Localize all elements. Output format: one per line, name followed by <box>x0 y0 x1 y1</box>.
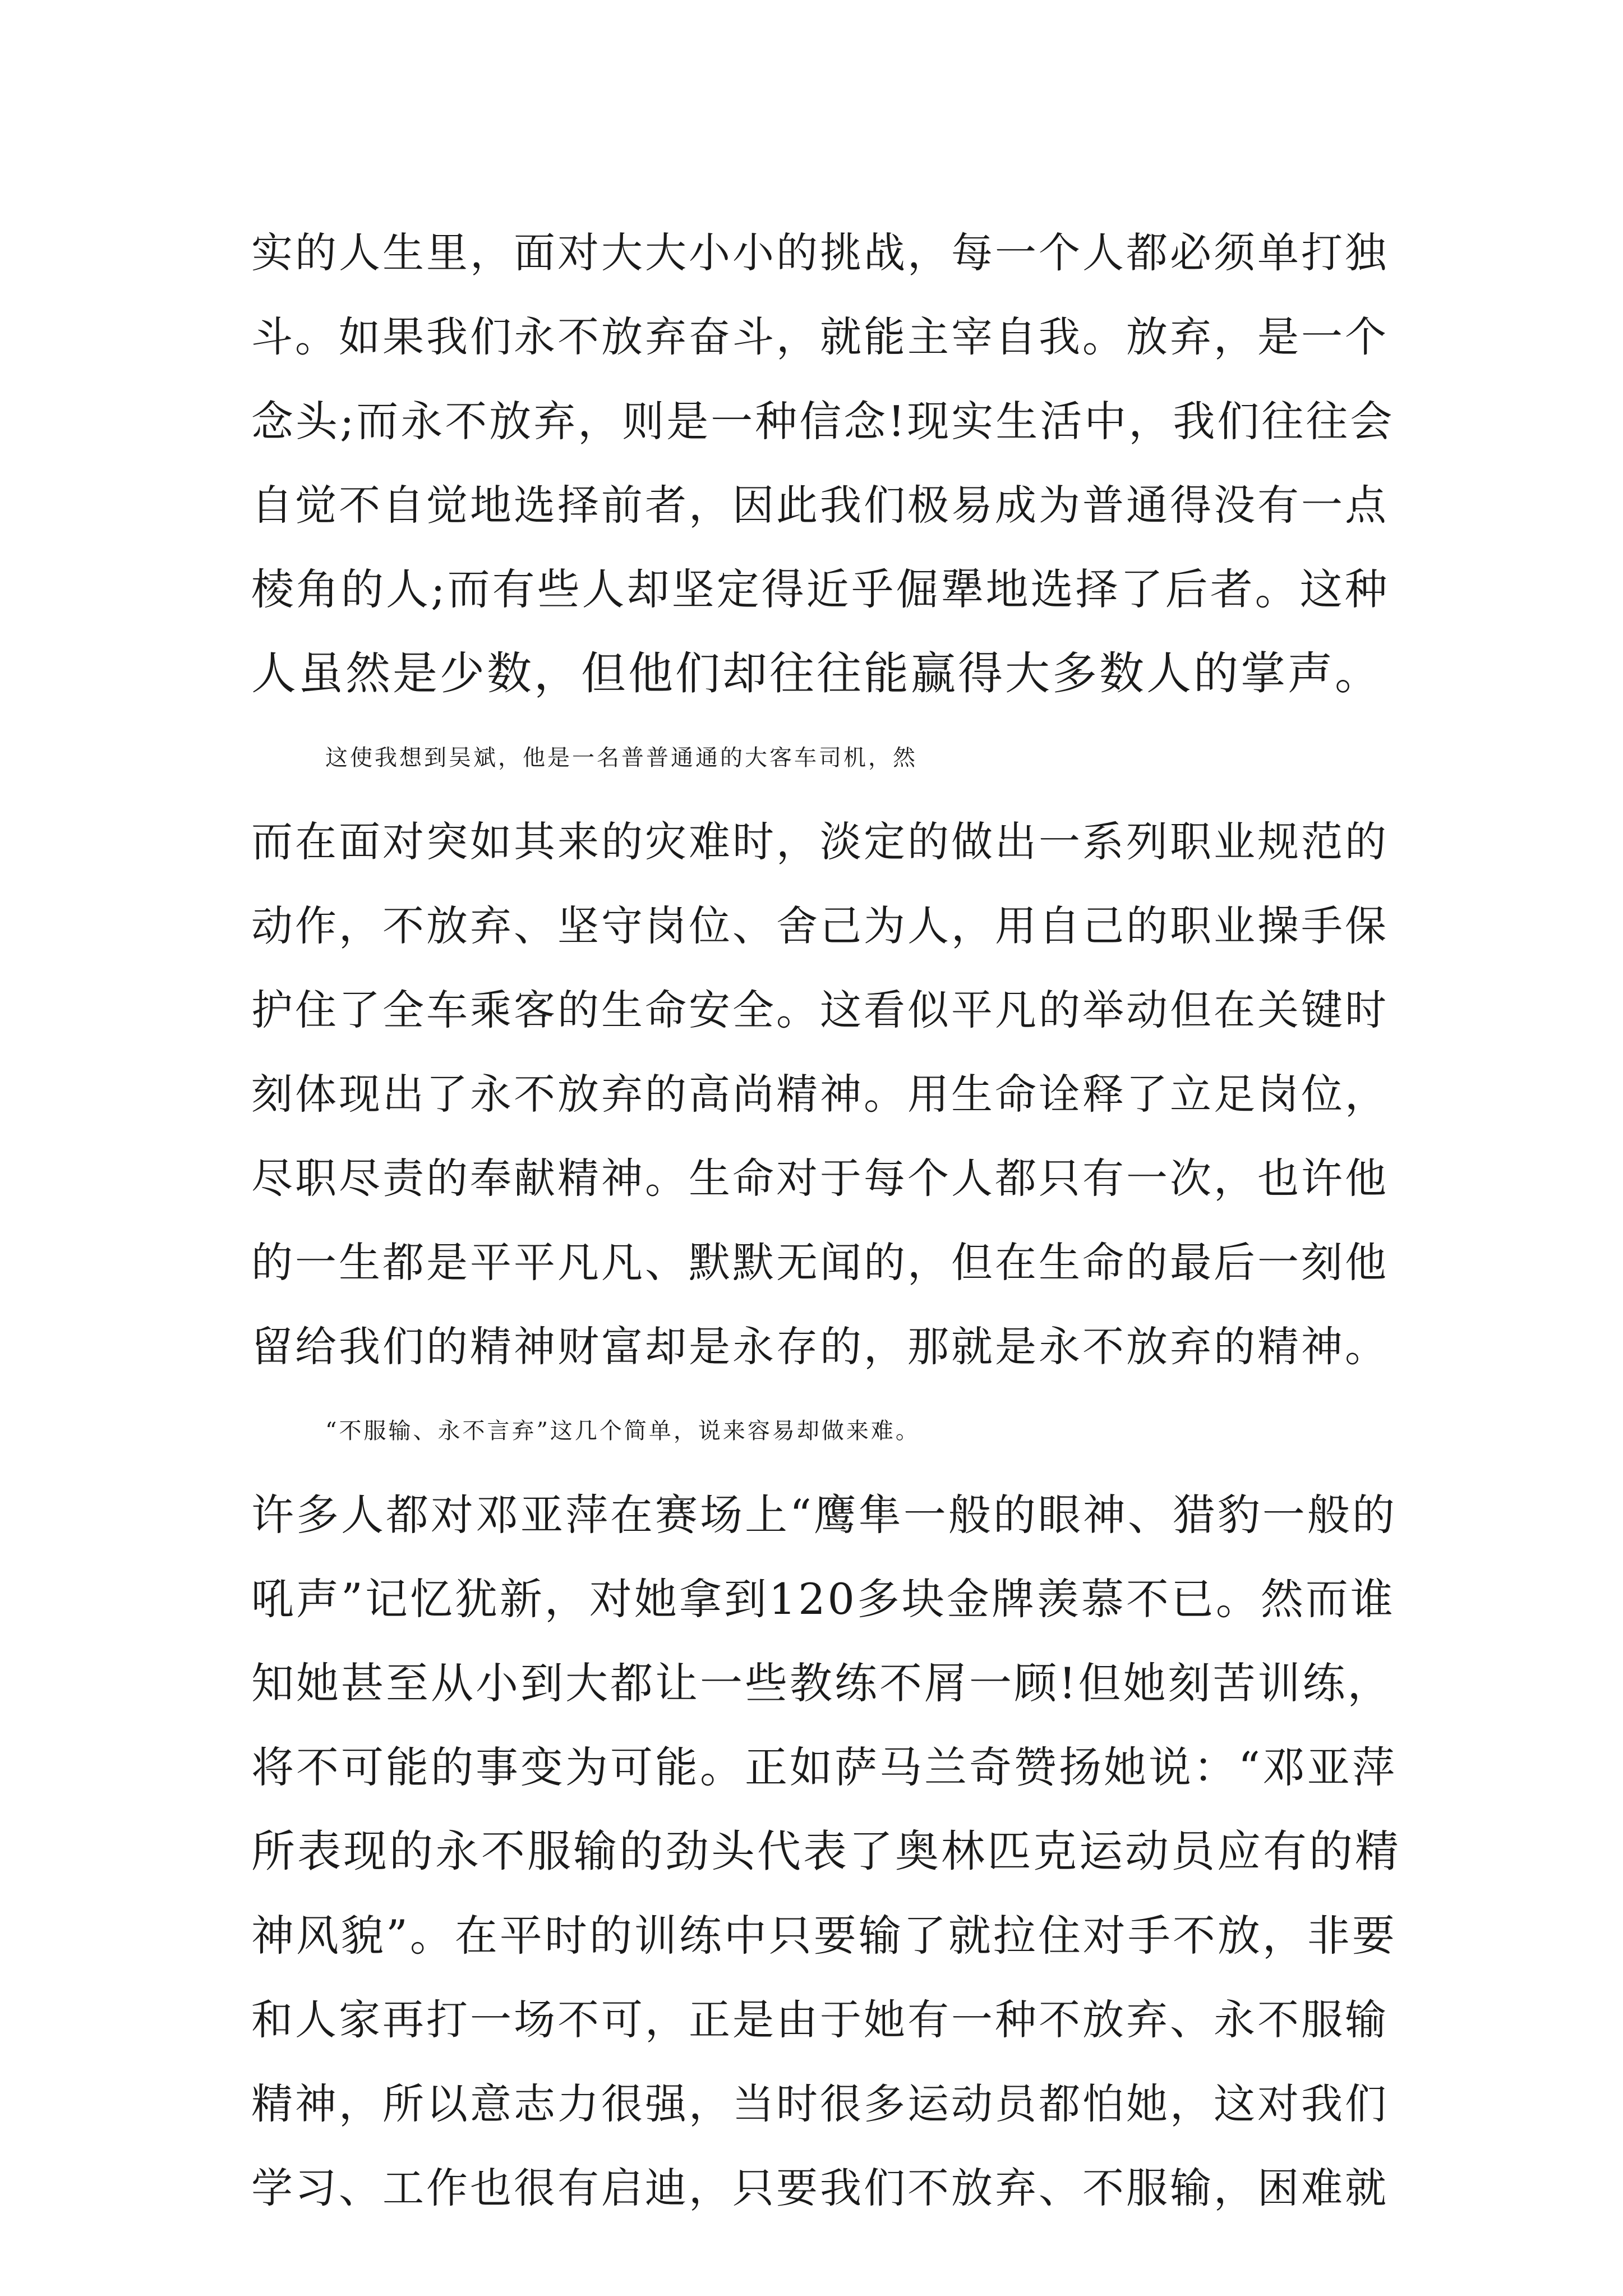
body-line: 精神，所以意志力很强，当时很多运动员都怕她，这对我们 <box>251 2080 1389 2128</box>
body-line: 棱角的人;而有些人却坚定得近乎倔犟地选择了后者。这种 <box>251 564 1390 614</box>
body-line: 和人家再打一场不可，正是由于她有一种不放弃、永不服输 <box>251 1996 1389 2044</box>
body-line: 所表现的永不服输的劲头代表了奥林匹克运动员应有的精 <box>251 1826 1401 1877</box>
body-line: 学习、工作也很有启迪，只要我们不放弃、不服输，困难就 <box>251 2164 1389 2212</box>
body-line: 将不可能的事变为可能。正如萨马兰奇赞扬她说：“邓亚萍 <box>251 1742 1397 1792</box>
paragraph-first-line: 这使我想到吴斌，他是一名普普通通的大客车司机，然 <box>325 745 917 771</box>
paragraph-first-line: “不服输、永不言弃”这几个简单，说来容易却做来难。 <box>325 1418 920 1444</box>
body-line: 动作，不放弃、坚守岗位、舍己为人，用自己的职业操手保 <box>251 902 1389 950</box>
body-line: 而在面对突如其来的灾难时，淡定的做出一系列职业规范的 <box>251 818 1389 866</box>
body-line: 神风貌”。在平时的训练中只要输了就拉住对手不放，非要 <box>251 1911 1397 1961</box>
body-line: 刻体现出了永不放弃的高尚精神。用生命诠释了立足岗位， <box>251 1070 1389 1119</box>
body-line: 实的人生里，面对大大小小的挑战，每一个人都必须单打独 <box>251 229 1389 277</box>
body-line: 吼声”记忆犹新，对她拿到120多块金牌羡慕不已。然而谁 <box>251 1574 1395 1624</box>
body-line: 自觉不自觉地选择前者，因此我们极易成为普通得没有一点 <box>251 481 1389 530</box>
body-line: 斗。如果我们永不放弃奋斗，就能主宰自我。放弃，是一个 <box>251 313 1389 361</box>
body-line: 的一生都是平平凡凡、默默无闻的，但在生命的最后一刻他 <box>251 1239 1389 1287</box>
body-line: 护住了全车乘客的生命安全。这看似平凡的举动但在关键时 <box>251 986 1389 1034</box>
body-line: 许多人都对邓亚萍在赛场上“鹰隼一般的眼神、猎豹一般的 <box>251 1490 1397 1540</box>
body-line: 留给我们的精神财富却是永存的，那就是永不放弃的精神。 <box>251 1323 1389 1371</box>
body-line: 尽职尽责的奉献精神。生命对于每个人都只有一次，也许他 <box>251 1154 1389 1203</box>
body-line: 人虽然是少数，但他们却往往能赢得大多数人的掌声。 <box>251 647 1382 700</box>
body-line: 念头;而永不放弃，则是一种信念!现实生活中，我们往往会 <box>251 397 1395 446</box>
body-line: 知她甚至从小到大都让一些教练不屑一顾!但她刻苦训练， <box>251 1658 1393 1708</box>
